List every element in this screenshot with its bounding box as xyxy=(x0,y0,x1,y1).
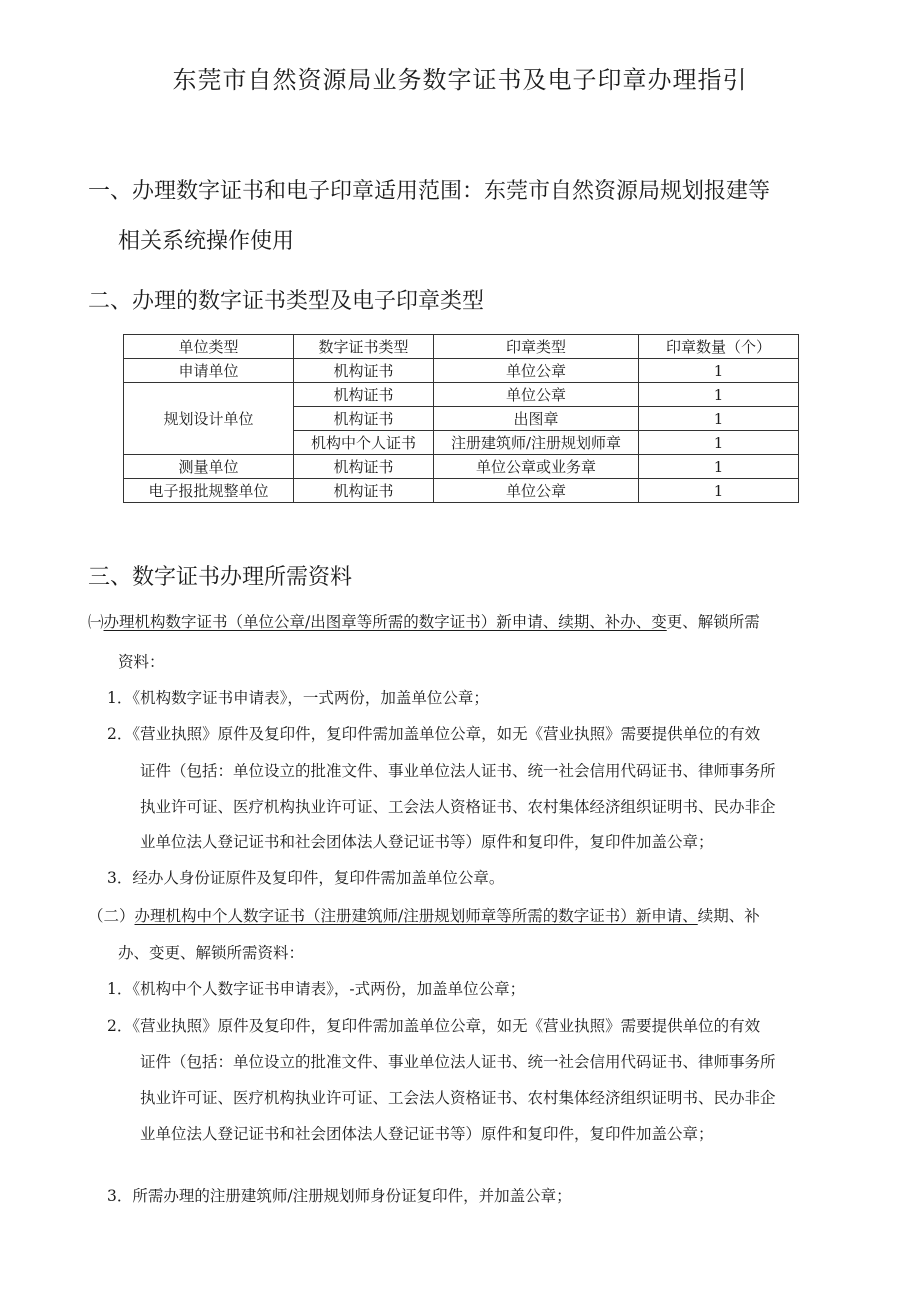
item-number: 2 xyxy=(107,1017,117,1035)
part-b-underlined: 办理机构中个人数字证书（注册建筑师/注册规划师章等所需的数字证书）新申请、 xyxy=(134,907,698,925)
cell-qty: 1 xyxy=(639,407,799,431)
cell-seal: 注册建筑师/注册规划师章 xyxy=(434,431,639,455)
part-a-intro xyxy=(88,610,760,632)
cell-seal: 单位公章或业务章 xyxy=(434,455,639,479)
cell-qty: 1 xyxy=(639,455,799,479)
item-text-cont: 执业许可证、医疗机构执业许可证、工会法人资格证书、农村集体经济组织证明书、民办非企 xyxy=(140,1089,776,1107)
part-b-marker: （二） xyxy=(88,907,135,925)
item-text: ．《机构中个人数字证书申请表》，-式两份，加盖单位公章； xyxy=(116,980,526,998)
item-text: ．《机构数字证书申请表》，一式两份，加盖单位公章； xyxy=(116,689,489,707)
table-row xyxy=(124,383,799,407)
item-text: ．所需办理的注册建筑师/注册规划师身份证复印件，并加盖公章； xyxy=(116,1187,572,1205)
header-seal-type: 印章类型 xyxy=(434,335,639,359)
section1-line2: 相关系统操作使用 xyxy=(118,229,295,254)
section1-line1: 一、办理数字证书和电子印章适用范围：东莞市自然资源局规划报建等 xyxy=(88,179,771,204)
list-item xyxy=(107,977,525,999)
header-cert-type: 数字证书类型 xyxy=(294,335,434,359)
item-text-cont: 证件（包括：单位设立的批准文件、事业单位法人证书、统一社会信用代码证书、律师事务所 xyxy=(140,1053,776,1071)
part-b-continuation: 办、变更、解锁所需资料： xyxy=(118,944,305,962)
item-text: ．《营业执照》原件及复印件，复印件需加盖单位公章，如无《营业执照》需要提供单位的有效 xyxy=(116,1017,761,1035)
list-item xyxy=(107,1184,572,1206)
item-text-cont: 执业许可证、医疗机构执业许可证、工会法人资格证书、农村集体经济组织证明书、民办非企 xyxy=(140,798,776,816)
cell-cert: 机构证书 xyxy=(294,455,434,479)
list-item xyxy=(107,686,489,708)
cell-seal: 单位公章 xyxy=(434,359,639,383)
list-item xyxy=(107,1014,760,1036)
cell-cert: 机构证书 xyxy=(294,479,434,503)
cell-seal: 单位公章 xyxy=(434,479,639,503)
cell-unit: 电子报批规整单位 xyxy=(124,479,294,503)
item-text-cont: 业单位法人登记证书和社会团体法人登记证书等）原件和复印件，复印件加盖公章； xyxy=(140,1125,714,1143)
section3-heading: 三、数字证书办理所需资料 xyxy=(88,565,353,590)
item-text-cont: 证件（包括：单位设立的批准文件、事业单位法人证书、统一社会信用代码证书、律师事务所 xyxy=(140,762,776,780)
document-title: 东莞市自然资源局业务数字证书及电子印章办理指引 xyxy=(172,66,748,94)
part-b-intro xyxy=(88,904,760,926)
table-header-row xyxy=(124,335,799,359)
cell-cert: 机构中个人证书 xyxy=(294,431,434,455)
part-a-continuation: 资料： xyxy=(118,653,165,671)
cell-qty: 1 xyxy=(639,431,799,455)
cell-qty: 1 xyxy=(639,383,799,407)
header-unit-type: 单位类型 xyxy=(124,335,294,359)
cell-cert: 机构证书 xyxy=(294,359,434,383)
cell-seal: 单位公章 xyxy=(434,383,639,407)
part-b-rest: 续期、补 xyxy=(697,907,760,925)
list-item xyxy=(107,866,504,888)
section2-heading: 二、办理的数字证书类型及电子印章类型 xyxy=(88,289,485,314)
list-item xyxy=(107,722,760,744)
item-number: 3 xyxy=(107,1187,117,1205)
header-seal-quantity: 印章数量（个） xyxy=(639,335,799,359)
cell-unit: 规划设计单位 xyxy=(124,383,294,455)
cell-unit: 测量单位 xyxy=(124,455,294,479)
item-text: ．《营业执照》原件及复印件，复印件需加盖单位公章，如无《营业执照》需要提供单位的有效 xyxy=(116,725,761,743)
table-row xyxy=(124,455,799,479)
item-number: 1 xyxy=(107,980,117,998)
part-a-underlined: 办理机构数字证书（单位公章/出图章等所需的数字证书）新申请、续期、补办、变 xyxy=(103,613,667,631)
cell-cert: 机构证书 xyxy=(294,407,434,431)
cell-seal: 出图章 xyxy=(434,407,639,431)
cell-qty: 1 xyxy=(639,359,799,383)
item-number: 2 xyxy=(107,725,117,743)
table-row xyxy=(124,359,799,383)
cell-unit: 申请单位 xyxy=(124,359,294,383)
item-text: ．经办人身份证原件及复印件，复印件需加盖单位公章。 xyxy=(116,869,505,887)
cell-qty: 1 xyxy=(639,479,799,503)
part-a-marker: ㈠ xyxy=(88,613,104,631)
item-number: 3 xyxy=(107,869,117,887)
cell-cert: 机构证书 xyxy=(294,383,434,407)
part-a-rest: 更、解锁所需 xyxy=(666,613,760,631)
table-row xyxy=(124,479,799,503)
item-text-cont: 业单位法人登记证书和社会团体法人登记证书等）原件和复印件，复印件加盖公章； xyxy=(140,833,714,851)
certificate-table xyxy=(123,334,799,503)
item-number: 1 xyxy=(107,689,117,707)
